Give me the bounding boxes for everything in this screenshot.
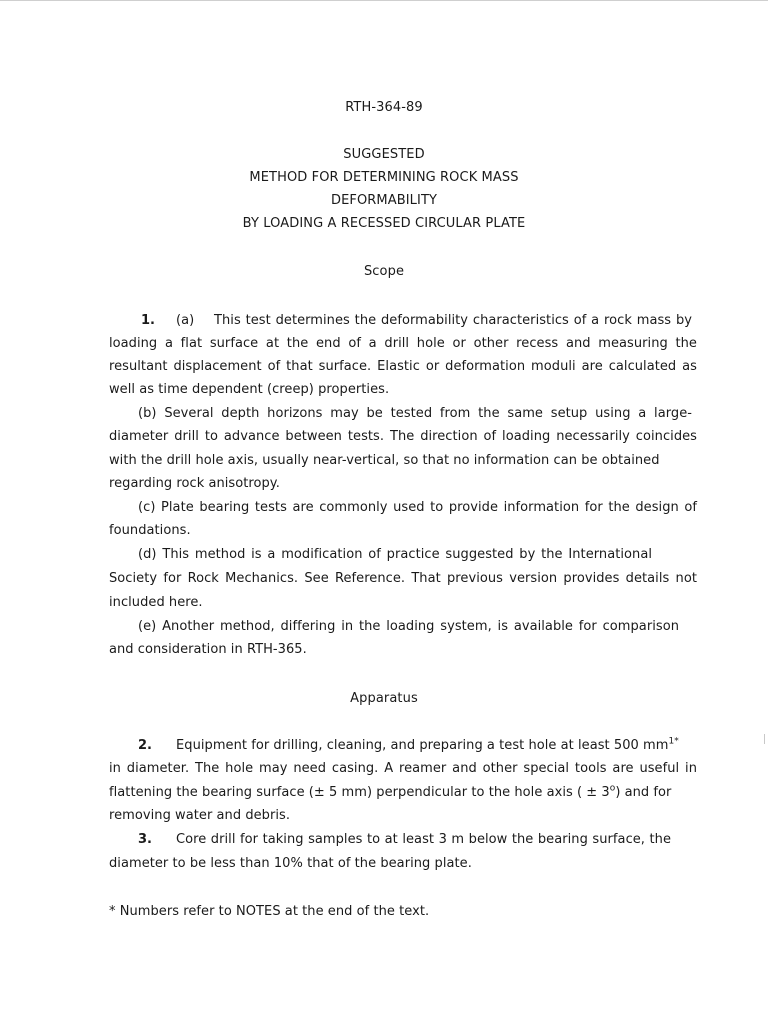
paragraph-1c-line-1: (c) Plate bearing tests are commonly used to provide information for the design of [138, 500, 697, 515]
paragraph-2-line-3-tail: ) and for [615, 785, 672, 800]
footnote-marker: 1* [668, 736, 679, 747]
margin-mark [764, 734, 765, 744]
paragraph-1a-line-2: loading a flat surface at the end of a drill hole or other recess and measuring the [109, 336, 697, 351]
section-heading-scope: Scope [363, 264, 405, 279]
paragraph-1a-line-1: This test determines the deformability characteristics of a rock mass by [214, 313, 692, 328]
paragraph-1b-line-4: regarding rock anisotropy. [109, 476, 280, 491]
paragraph-1d-line-1: (d) This method is a modification of practice suggested by the International [138, 547, 652, 562]
section-heading-apparatus: Apparatus [350, 691, 418, 706]
paragraph-2-line-4: removing water and debris. [109, 808, 291, 823]
title-line-1: SUGGESTED [343, 147, 425, 162]
degree-symbol: o [609, 783, 616, 794]
paragraph-2-line-2: in diameter. The hole may need casing. A reamer and other special tools are useful in [109, 761, 697, 776]
footnote: * Numbers refer to NOTES at the end of the text. [109, 904, 430, 919]
paragraph-2-line-1-text: Equipment for drilling, cleaning, and preparing a test hole at least 500 mm [176, 738, 669, 753]
paragraph-2-line-1 [176, 738, 679, 754]
paragraph-number-3: 3. [138, 832, 152, 847]
title-line-3: DEFORMABILITY [330, 193, 438, 208]
paragraph-1b-line-1: (b) Several depth horizons may be tested from the same setup using a large- [138, 406, 692, 421]
paragraph-1e-line-2: and consideration in RTH-365. [109, 642, 307, 657]
paragraph-number-1: 1. [141, 313, 155, 328]
paragraph-1b-line-3: with the drill hole axis, usually near-vertical, so that no information can be obtained [109, 453, 660, 468]
paragraph-3-line-1: Core drill for taking samples to at least 3 m below the bearing surface, the [176, 832, 671, 847]
paragraph-1e-line-1: (e) Another method, differing in the loading system, is available for comparison [138, 619, 679, 634]
paragraph-1b-line-2: diameter drill to advance between tests. The direction of loading necessarily coincides [109, 429, 697, 444]
document-id: RTH-364-89 [345, 100, 423, 115]
paragraph-1a-line-3: resultant displacement of that surface. Elastic or deformation moduli are calculated as [109, 359, 697, 374]
paragraph-2-line-3 [109, 785, 671, 801]
paragraph-3-line-2: diameter to be less than 10% that of the bearing plate. [109, 856, 472, 871]
paragraph-2-line-3-text: flattening the bearing surface (± 5 mm) perpendicular to the hole axis ( ± 3 [109, 785, 610, 800]
paragraph-1d-line-2: Society for Rock Mechanics. See Reference. That previous version provides details not [109, 571, 697, 586]
title-line-2: METHOD FOR DETERMINING ROCK MASS [249, 170, 519, 185]
paragraph-label-a: (a) [176, 313, 195, 328]
paragraph-1a-line-4: well as time dependent (creep) properties. [109, 382, 390, 397]
paragraph-1c-line-2: foundations. [109, 523, 191, 538]
title-line-4: BY LOADING A RECESSED CIRCULAR PLATE [242, 216, 526, 231]
paragraph-number-2: 2. [138, 738, 152, 753]
paragraph-1d-line-3: included here. [109, 595, 203, 610]
